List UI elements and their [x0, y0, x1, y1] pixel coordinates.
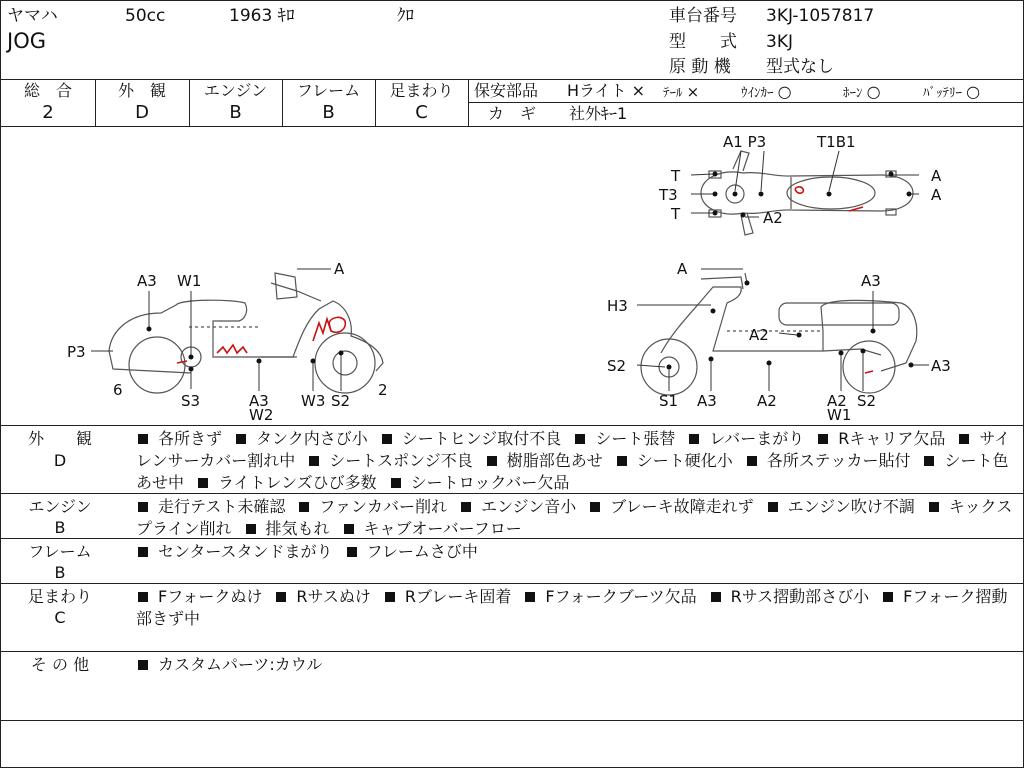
remark-item: フレームさび中: [366, 542, 478, 561]
bullet-square-icon: [929, 502, 939, 512]
remark-item: ライトレンズひび多数: [218, 473, 377, 492]
remark-item: エンジン音小: [481, 497, 577, 516]
bullet-square-icon: [575, 434, 585, 444]
remark-item: シートロックバー欠品: [410, 473, 570, 492]
remark-item: ファンカバー削れ: [319, 497, 448, 516]
label-t3: T3: [659, 186, 678, 204]
remark-frame-label: フレーム: [28, 542, 92, 561]
location-dots: [147, 172, 914, 372]
label-t-lower: T: [671, 205, 681, 223]
remark-exterior-grade: D: [53, 451, 67, 470]
remark-item: 樹脂部色あせ: [506, 451, 603, 470]
remark-exterior-label: 外 観: [27, 429, 92, 448]
label-2: 2: [378, 381, 388, 399]
remark-item: タンク内さび小: [256, 429, 368, 448]
remark-item: 走行テスト未確認: [158, 497, 286, 516]
bullet-square-icon: [198, 478, 208, 488]
remark-item: カスタムパーツ:カウル: [158, 655, 323, 674]
bullet-square-icon: [525, 592, 535, 602]
type-value: 3KJ: [766, 32, 793, 52]
label-p3-left: P3: [67, 343, 86, 361]
bullet-square-icon: [138, 502, 148, 512]
grade-overall-label: 総 合: [23, 81, 72, 100]
safety-horn: ﾎｰﾝ ○: [843, 82, 881, 101]
grade-frame-value: B: [322, 102, 335, 123]
label-a2-rear: A2: [827, 392, 847, 410]
remark-item: Rサス摺動部さび小: [730, 587, 870, 606]
grade-engine-value: B: [229, 102, 242, 123]
label-a2-bottom: A2: [757, 392, 777, 410]
safety-battery: ﾊﾞｯﾃﾘｰ ○: [923, 82, 981, 101]
grade-overall-value: 2: [42, 102, 54, 123]
engine-type-label: 原 動 機: [669, 57, 731, 77]
bullet-square-icon: [138, 547, 148, 557]
right-view-labels: [607, 260, 951, 424]
remark-item: シートスポンジ不良: [329, 451, 473, 470]
label-a3-right-top: A3: [861, 272, 881, 290]
label-t-upper: T: [671, 167, 681, 185]
remark-item: シート張替: [595, 429, 676, 448]
grade-exterior-value: D: [135, 102, 149, 123]
remark-item: サイレンサーカバー割れ中: [136, 429, 1011, 470]
key-value: 社外ｷｰ1: [569, 104, 628, 123]
grade-frame-label: フレーム: [296, 81, 361, 100]
bullet-square-icon: [246, 524, 256, 534]
bullet-square-icon: [959, 434, 969, 444]
type-label: 型 式: [669, 32, 737, 52]
bullet-square-icon: [276, 592, 286, 602]
bullet-square-icon: [689, 434, 699, 444]
bullet-square-icon: [747, 456, 757, 466]
bullet-square-icon: [299, 502, 309, 512]
remark-other-items: [136, 654, 1016, 676]
remark-item: レバーまがり: [709, 429, 805, 448]
label-a-left: A: [334, 260, 345, 278]
label-a2-mid: A2: [749, 326, 769, 344]
remark-suspension-grade: C: [54, 608, 66, 627]
label-s3: S3: [181, 392, 201, 410]
label-a3-right-end: A3: [931, 357, 951, 375]
bullet-square-icon: [309, 456, 319, 466]
model-name: JOG: [7, 29, 46, 53]
color-secondary: ｸﾛ: [397, 6, 414, 26]
label-s2-right-front: S2: [607, 357, 627, 375]
remark-frame-grade: B: [54, 563, 66, 582]
year-color: 1963 ｷﾛ: [229, 6, 295, 26]
label-a-right-view: A: [677, 260, 688, 278]
bullet-square-icon: [236, 434, 246, 444]
damage-diagram: [1, 127, 1023, 425]
label-w3: W3: [301, 392, 326, 410]
remark-item: Rブレーキ固着: [404, 587, 512, 606]
grade-suspension-value: C: [415, 102, 428, 123]
bullet-square-icon: [347, 547, 357, 557]
label-a-right: A: [931, 186, 942, 204]
safety-taillight: ﾃｰﾙ ×: [663, 83, 700, 101]
remark-item: 各所ステッカー貼付: [766, 451, 911, 470]
remark-item: Rサスぬけ: [296, 587, 371, 606]
safety-parts-label: 保安部品: [474, 81, 539, 100]
grade-engine-label: エンジン: [203, 81, 268, 100]
engine-type-value: 型式なし: [766, 57, 834, 77]
safety-winker: ｳｲﾝｶｰ ○: [741, 82, 792, 101]
label-w1-right: W1: [827, 406, 852, 424]
grade-suspension-label: 足まわり: [389, 81, 454, 100]
frame-number-label: 車台番号: [669, 6, 737, 26]
remark-item: シートヒンジ取付不良: [401, 429, 562, 448]
bullet-square-icon: [138, 592, 148, 602]
grade-exterior-label: 外 観: [117, 81, 166, 100]
label-s1: S1: [659, 392, 679, 410]
displacement: 50cc: [125, 6, 166, 26]
bullet-square-icon: [461, 502, 471, 512]
remark-item: Fフォーク摺動部きず中: [136, 587, 1008, 628]
label-6: 6: [113, 381, 123, 399]
label-a-upper: A: [931, 167, 942, 185]
bullet-square-icon: [487, 456, 497, 466]
bullet-square-icon: [768, 502, 778, 512]
remark-item: Rキャリア欠品: [838, 429, 946, 448]
label-w1-left: W1: [177, 272, 202, 290]
label-s2-right-rear: S2: [857, 392, 877, 410]
remark-item: シート硬化小: [636, 451, 733, 470]
label-h3: H3: [607, 297, 628, 315]
frame-number: 3KJ-1057817: [766, 6, 875, 26]
remark-item: キックスプライン削れ: [136, 497, 1013, 538]
bullet-square-icon: [818, 434, 828, 444]
remark-item: センタースタンドまがり: [158, 542, 333, 561]
bullet-square-icon: [382, 434, 392, 444]
remark-item: ブレーキ故障走れず: [610, 497, 754, 516]
remark-exterior-items: [136, 428, 1016, 494]
bullet-square-icon: [590, 502, 600, 512]
label-a3-bottom: A3: [249, 392, 269, 410]
remark-engine-label: エンジン: [28, 497, 92, 516]
scooter-left-view: [109, 273, 383, 393]
label-s2-left: S2: [331, 392, 351, 410]
label-a3-left: A3: [137, 272, 157, 290]
remark-item: Fフォークぬけ: [158, 587, 263, 606]
bullet-square-icon: [138, 660, 148, 670]
bullet-square-icon: [344, 524, 354, 534]
label-w2: W2: [249, 406, 274, 424]
key-label: カ ギ: [488, 104, 537, 123]
bullet-square-icon: [711, 592, 721, 602]
scooter-right-view: [641, 273, 917, 395]
remark-frame-items: [136, 541, 1016, 563]
bullet-square-icon: [138, 434, 148, 444]
bullet-square-icon: [385, 592, 395, 602]
bullet-square-icon: [883, 592, 893, 602]
label-a3-right-bottom: A3: [697, 392, 717, 410]
label-a1p3: A1 P3: [723, 133, 767, 151]
maker-name: ヤマハ: [7, 6, 58, 26]
remark-item: Fフォークブーツ欠品: [545, 587, 697, 606]
remark-other-label: そ の 他: [30, 655, 90, 674]
remark-item: 排気もれ: [265, 519, 330, 538]
remark-suspension-label: 足まわり: [27, 587, 92, 606]
remark-item: 各所きず: [158, 429, 223, 448]
bullet-square-icon: [617, 456, 627, 466]
remark-item: キャブオーバーフロー: [363, 519, 522, 538]
remark-item: シート色あせ中: [136, 451, 1009, 492]
left-view-labels: [67, 260, 388, 424]
remark-engine-grade: B: [54, 518, 66, 537]
bullet-square-icon: [924, 456, 934, 466]
safety-headlight: Hライト ×: [567, 81, 646, 100]
remark-item: エンジン吹け不調: [787, 497, 915, 516]
label-t1b1: T1B1: [817, 133, 856, 151]
remark-engine-items: [136, 496, 1016, 540]
label-a2-top: A2: [763, 209, 783, 227]
remark-suspension-items: [136, 586, 1016, 630]
bullet-square-icon: [391, 478, 401, 488]
